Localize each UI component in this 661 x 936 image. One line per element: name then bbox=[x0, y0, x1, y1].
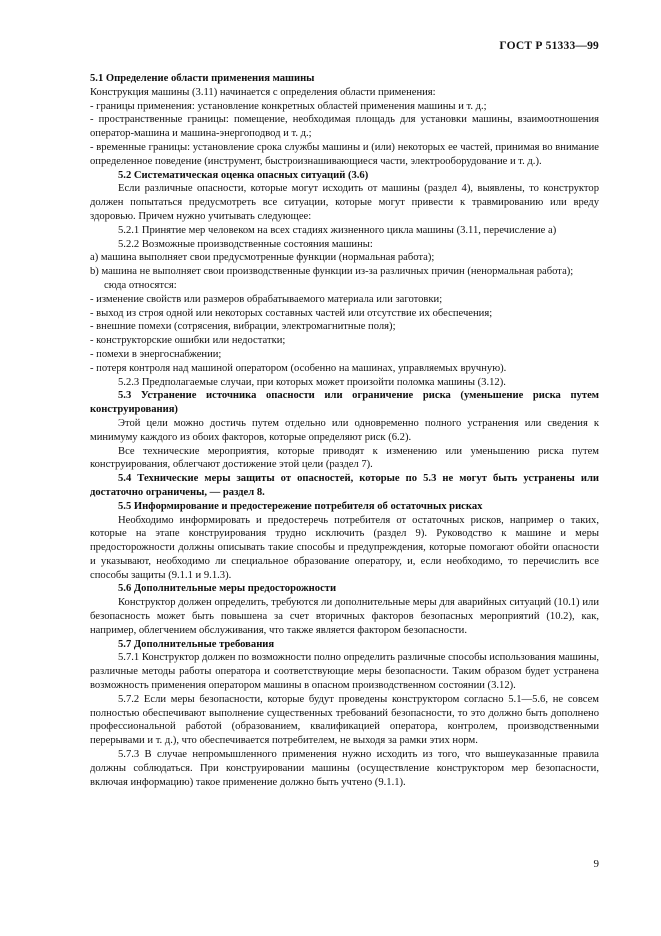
paragraph: 5.2.3 Предполагаемые случаи, при которых может произойти поломка машины (3.12). bbox=[118, 376, 506, 388]
paragraph: 5.7.3 В случае непромышленного применения нужно исходить из того, что вышеуказанные правила должны соблюдаться. При конструировании машины (осуществление конструктором мер безопасности, включая информацию) такое применение должно быть учтено (9.1.1). bbox=[90, 749, 599, 788]
paragraph: Необходимо информировать и предостеречь потребителя от остаточных рисков, например о таких, которые на этапе конструирования трудно исключить (раздел 9). Руководство к машине и меры предосторожности должны описывать такие способы и предупреждения, которые помогают обойти опасности и указывают, необходимо ли специальное образование оператору, и, если необходимо, то перечислить все способы защиты (9.1.1 и 9.1.3). bbox=[90, 514, 599, 581]
section-heading: 5.3 Устранение источника опасности или ограничение риска (уменьшение риска путем конструирования) bbox=[90, 390, 599, 416]
section-heading: 5.1 Определение области применения машины bbox=[90, 73, 315, 84]
paragraph: - внешние помехи (сотрясения, вибрации, электромагнитные поля); bbox=[90, 321, 396, 333]
section-heading: 5.2 Систематическая оценка опасных ситуаций (3.6) bbox=[118, 169, 369, 181]
paragraph: - выход из строя одной или некоторых составных частей или отсутствие их обеспечения; bbox=[90, 307, 493, 319]
paragraph: 5.7.2 Если меры безопасности, которые будут проведены конструктором согласно 5.1—5.6, не совсем полностью обеспечивают выполнение существенных требований безопасности, то это должно быть дополнено профессиональной работой (образованием, квалификацией оператора, контролем, производственными перерывами и т. д.), что обеспечивается потребителем, не выходя за рамки этих норм. bbox=[90, 693, 599, 747]
paragraph: - конструкторские ошибки или недостатки; bbox=[90, 335, 286, 347]
paragraph: Этой цели можно достичь путем отдельно или одновременно полного устранения или сведения к минимуму каждого из обоих факторов, которые определяют риск (6.2). bbox=[90, 417, 599, 443]
paragraph: Если различные опасности, которые могут исходить от машины (раздел 4), выявлены, то конструктор должен попытаться предусмотреть все ситуации, которые могут привести к травмированию или вреду здоровью. Причем нужно учитывать следующее: bbox=[90, 183, 599, 222]
paragraph: - потеря контроля над машиной оператором (особенно на машинах, управляемых вручную). bbox=[90, 362, 507, 374]
paragraph: Все технические мероприятия, которые приводят к изменению или уменьшению риска путем конструирования, облегчают достижение этой цели (раздел 7). bbox=[90, 445, 599, 471]
document-code: ГОСТ Р 51333—99 bbox=[499, 40, 599, 52]
document-body bbox=[90, 72, 599, 789]
section-heading: 5.7 Дополнительные требования bbox=[118, 638, 275, 650]
paragraph: - пространственные границы: помещение, необходимая площадь для установки машины, взаимоотношения оператор-машина и машина-энергоподвод и т. д.; bbox=[90, 114, 599, 140]
paragraph: - помехи в энергоснабжении; bbox=[90, 348, 222, 360]
paragraph: b) машина не выполняет свои производственные функции из-за различных причин (ненормальная работа); bbox=[90, 266, 574, 278]
paragraph: - изменение свойств или размеров обрабатываемого материала или заготовки; bbox=[90, 293, 443, 305]
section-heading: 5.6 Дополнительные меры предосторожности bbox=[118, 583, 337, 595]
paragraph: Конструктор должен определить, требуются ли дополнительные меры для аварийных ситуаций (10.1) или безопасность может быть повышена за счет вторичных факторов безопасных мероприятий (10.2), как, например, облегчением обслуживания, что также является фактором безопасности. bbox=[90, 597, 599, 636]
paragraph: сюда относятся: bbox=[104, 279, 177, 291]
section-heading: 5.4 Технические меры защиты от опасностей, которые по 5.3 не могут быть устранены или достаточно ограничены, — раздел 8. bbox=[90, 473, 599, 498]
paragraph: 5.2.2 Возможные производственные состояния машины: bbox=[118, 238, 373, 250]
paragraph: а) машина выполняет свои предусмотренные функции (нормальная работа); bbox=[90, 252, 435, 264]
page-number: 9 bbox=[593, 858, 599, 870]
paragraph: - временные границы: установление срока службы машины и (или) некоторых ее частей, принимая во внимание определенное поведение (инструмент, быстроизнашивающиеся части, электрооборудование и т. д.). bbox=[90, 141, 599, 167]
paragraph: 5.2.1 Принятие мер человеком на всех стадиях жизненного цикла машины (3.11, перечисление а) bbox=[118, 224, 557, 236]
paragraph: - границы применения: установление конкретных областей применения машины и т. д.; bbox=[90, 100, 487, 112]
paragraph: 5.7.1 Конструктор должен по возможности полно определить различные способы использования машины, различные методы работы оператора и соответствующие меры безопасности. Таким образом будет устранена возможность применения оператором машины в опасном производственном состоянии (3.12). bbox=[90, 652, 599, 692]
section-heading: 5.5 Информирование и предостережение потребителя об остаточных рисках bbox=[118, 500, 483, 512]
paragraph: Конструкция машины (3.11) начинается с определения области применения: bbox=[90, 86, 436, 98]
